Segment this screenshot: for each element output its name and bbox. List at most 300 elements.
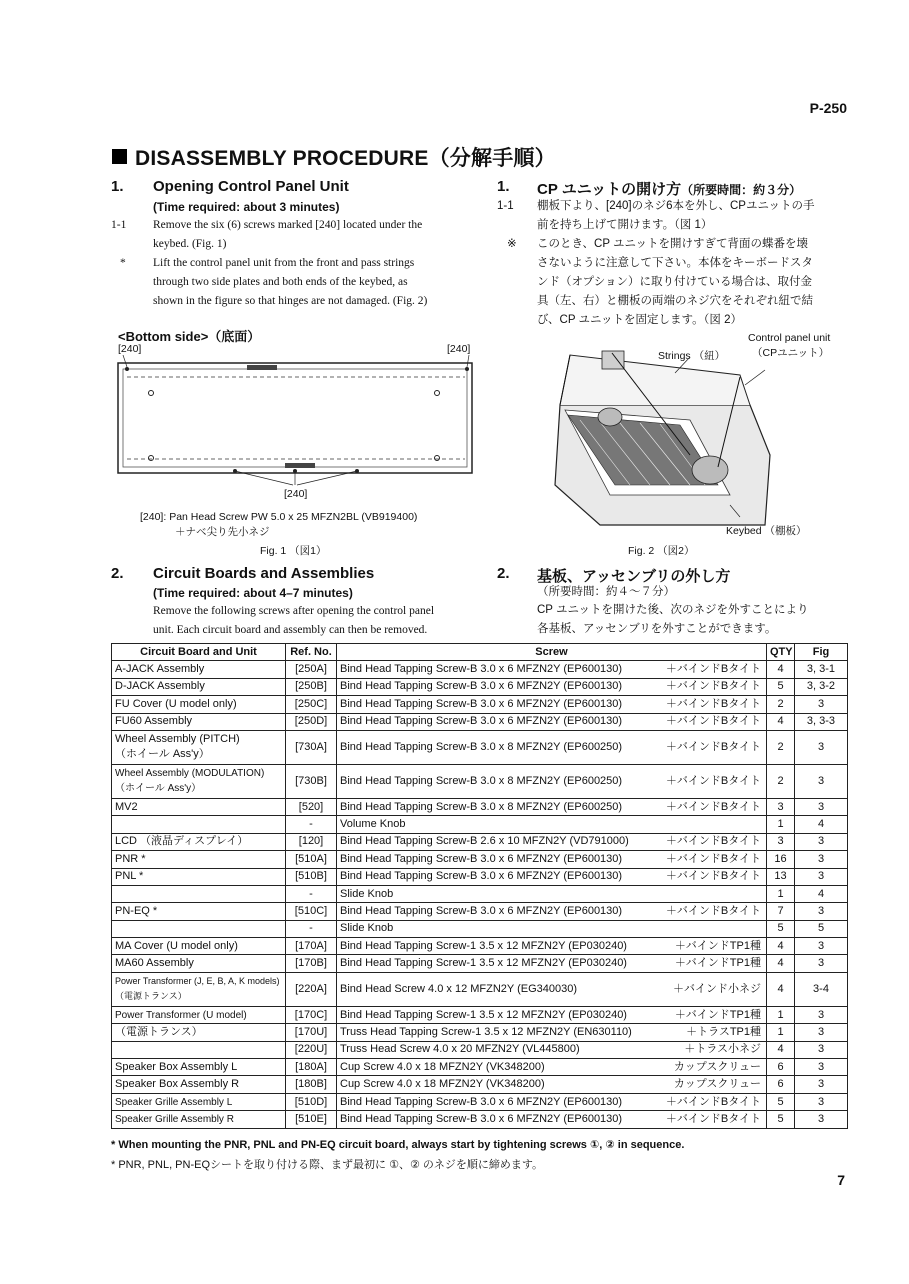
- title-bullet-square: [112, 149, 127, 164]
- cell-fig: 3: [795, 1024, 848, 1041]
- cell-screw-wrap: [340, 1025, 763, 1040]
- cell-unit: [112, 972, 286, 1006]
- cell-ref: [510E]: [286, 1111, 337, 1128]
- table-row: [112, 920, 848, 937]
- sec1-jp-note-line-5: び、CP ユニットを固定します。（図 2）: [537, 314, 742, 326]
- cell-fig: 3: [795, 1059, 848, 1076]
- cell-ref: [170B]: [286, 955, 337, 972]
- cell-qty: 5: [767, 920, 795, 937]
- cell-qty: 2: [767, 696, 795, 713]
- cell-ref: -: [286, 885, 337, 902]
- cell-screw-jp: カップスクリュー: [673, 1078, 761, 1091]
- sec1-step-line-2: keybed. (Fig. 1): [153, 238, 227, 250]
- cell-unit-line: Speaker Grille Assembly R: [115, 1113, 234, 1125]
- cell-screw-text: Slide Knob: [340, 887, 394, 900]
- fig1-screw-jp: ＋ナベ尖り先小ネジ: [175, 526, 270, 538]
- cell-qty: 1: [767, 885, 795, 902]
- cell-qty: 3: [767, 833, 795, 850]
- cell-unit: [112, 1006, 286, 1023]
- cell-screw-wrap: [340, 1042, 763, 1057]
- cell-screw-wrap: [340, 982, 763, 997]
- cell-screw-text: Bind Head Tapping Screw-B 3.0 x 6 MFZN2Y (EP600130): [340, 1095, 623, 1108]
- cell-screw-wrap: [340, 697, 763, 712]
- cell-screw-wrap: [340, 887, 763, 902]
- cell-screw-text: Bind Head Tapping Screw-B 3.0 x 8 MFZN2Y (EP600250): [340, 774, 623, 787]
- sec2-title: Circuit Boards and Assemblies: [153, 565, 375, 582]
- cell-ref: [170U]: [286, 1024, 337, 1041]
- cell-unit: [112, 851, 286, 868]
- cell-qty: 4: [767, 1041, 795, 1058]
- sec2-number: 2.: [111, 565, 124, 582]
- cell-screw-jp: カップスクリュー: [673, 1060, 761, 1073]
- cell-fig: 4: [795, 885, 848, 902]
- cell-ref: [250A]: [286, 661, 337, 678]
- cell-unit-line: LCD （液晶ディスプレイ）: [115, 835, 249, 848]
- cell-screw-text: Slide Knob: [340, 922, 394, 935]
- cell-screw-jp: ＋バインドBタイト: [665, 852, 761, 865]
- cell-unit-line: PNL *: [115, 870, 144, 883]
- cell-ref: [220U]: [286, 1041, 337, 1058]
- cell-screw-wrap: [340, 921, 763, 936]
- cell-fig: 3: [795, 833, 848, 850]
- cell-screw-jp: ＋バインドBタイト: [665, 904, 761, 917]
- cell-screw-wrap: [340, 852, 763, 867]
- sec1-title: Opening Control Panel Unit: [153, 178, 349, 195]
- table-row: [112, 1006, 848, 1023]
- cell-screw: [337, 1041, 767, 1058]
- cell-screw: [337, 1024, 767, 1041]
- fig1-screw-desc: [240]: Pan Head Screw PW 5.0 x 25 MFZN2BL (VB919400): [140, 511, 418, 523]
- cell-screw-wrap: [340, 904, 763, 919]
- cell-screw-wrap: [340, 714, 763, 729]
- cell-screw-text: Bind Head Screw 4.0 x 12 MFZN2Y (EG340030): [340, 982, 578, 995]
- cell-screw-wrap: [340, 939, 763, 954]
- cell-unit-line: Power Transformer (J, E, B, A, K models): [115, 976, 280, 987]
- sec1-time: (Time required: about 3 minutes): [153, 200, 340, 214]
- table-row: [112, 730, 848, 764]
- cell-screw-jp: ＋バインドBタイト: [665, 835, 761, 848]
- cell-fig: 3: [795, 1006, 848, 1023]
- cell-qty: 5: [767, 1111, 795, 1128]
- page-title-text: DISASSEMBLY PROCEDURE（分解手順）: [135, 147, 556, 170]
- cell-screw-jp: ＋バインドBタイト: [665, 697, 761, 710]
- cell-screw-jp: ＋バインド小ネジ: [673, 982, 761, 995]
- cell-screw-jp: ＋バインドBタイト: [665, 800, 761, 813]
- cell-screw-jp: [761, 921, 763, 936]
- table-row: [112, 713, 848, 730]
- cell-screw: [337, 972, 767, 1006]
- cell-screw-jp: ＋バインドBタイト: [665, 680, 761, 693]
- cell-ref: [170C]: [286, 1006, 337, 1023]
- sec1-note-line-2: through two side plates and both ends of the keybed, as: [153, 276, 408, 288]
- cell-ref: [180A]: [286, 1059, 337, 1076]
- cell-unit-line: Speaker Box Assembly R: [115, 1078, 240, 1091]
- fig2-keyboard-drawing: [540, 345, 790, 530]
- cell-screw-jp: ＋バインドBタイト: [665, 774, 761, 787]
- cell-screw-jp: ＋バインドBタイト: [665, 740, 761, 753]
- page-title: [112, 142, 556, 172]
- cell-screw: [337, 764, 767, 798]
- cell-fig: 5: [795, 920, 848, 937]
- cell-ref: [520]: [286, 798, 337, 815]
- sec1-jp-title-text: CP ユニットの開け方: [537, 181, 682, 198]
- cell-qty: 7: [767, 903, 795, 920]
- sec2-text-line-2: unit. Each circuit board and assembly can then be removed.: [153, 624, 428, 636]
- table-row: [112, 1059, 848, 1076]
- cell-fig: 4: [795, 816, 848, 833]
- sec1-jp-note-mark: ※: [507, 238, 517, 250]
- cell-unit: [112, 816, 286, 833]
- table-row: [112, 955, 848, 972]
- cell-screw-text: Bind Head Tapping Screw-B 3.0 x 6 MFZN2Y (EP600130): [340, 680, 623, 693]
- cell-ref: [250D]: [286, 713, 337, 730]
- cell-ref: [250B]: [286, 678, 337, 695]
- cell-unit: [112, 1024, 286, 1041]
- cell-unit-line: D-JACK Assembly: [115, 680, 205, 693]
- cell-ref: [180B]: [286, 1076, 337, 1093]
- cell-unit: [112, 696, 286, 713]
- cell-screw-jp: ＋トラス小ネジ: [684, 1043, 761, 1056]
- sec1-jp-step-line-2: 前を持ち上げて開けます。（図 1）: [537, 219, 713, 231]
- cell-unit-line: PNR *: [115, 852, 146, 865]
- cell-screw: [337, 661, 767, 678]
- cell-screw-wrap: [340, 1008, 763, 1023]
- cell-screw-jp: [761, 817, 763, 832]
- sec1-note-line-3: shown in the figure so that hinges are not damaged. (Fig. 2): [153, 295, 428, 307]
- cell-screw: [337, 851, 767, 868]
- cell-screw: [337, 920, 767, 937]
- cell-screw: [337, 1076, 767, 1093]
- cell-qty: 4: [767, 661, 795, 678]
- cell-unit: [112, 885, 286, 902]
- cell-screw-text: Bind Head Tapping Screw-B 3.0 x 6 MFZN2Y (EP600130): [340, 852, 623, 865]
- cell-unit-line: MA Cover (U model only): [115, 939, 238, 952]
- cell-unit-line: （電源トランス）: [115, 1025, 203, 1038]
- cell-unit-line-jp: （電源トランス）: [115, 991, 187, 1002]
- col-header-unit: Circuit Board and Unit: [112, 644, 286, 661]
- fig1-bottom-side-drawing: [115, 355, 477, 490]
- cell-qty: 4: [767, 938, 795, 955]
- sec1-number: 1.: [111, 178, 124, 195]
- table-row: [112, 833, 848, 850]
- cell-screw-jp: [761, 887, 763, 902]
- cell-screw-jp: ＋バインドBタイト: [665, 1112, 761, 1125]
- cell-screw-text: Bind Head Tapping Screw-1 3.5 x 12 MFZN2Y (EP030240): [340, 957, 627, 970]
- cell-screw-text: Cup Screw 4.0 x 18 MFZN2Y (VK348200): [340, 1078, 545, 1091]
- cell-unit: [112, 1076, 286, 1093]
- cell-screw: [337, 1093, 767, 1110]
- sec2-jp-time: （所要時間：約４～７分）: [537, 586, 675, 598]
- cell-ref: [510D]: [286, 1093, 337, 1110]
- cell-screw-jp: ＋バインドTP1種: [674, 939, 761, 952]
- cell-screw: [337, 1006, 767, 1023]
- footnote-jp: * PNR, PNL, PN-EQシートを取り付ける際、まず最初に ①、② のネジを順に締めます。: [111, 1159, 543, 1171]
- sec1-jp-note-line-2: さないように注意して下さい。本体をキーボードスタ: [537, 257, 813, 269]
- page-number: 7: [837, 1172, 845, 1188]
- table-row: [112, 764, 848, 798]
- sec2-time: (Time required: about 4–7 minutes): [153, 586, 353, 600]
- cell-unit: [112, 903, 286, 920]
- sec1-jp-step-number: 1-1: [497, 200, 514, 212]
- cell-screw-text: Bind Head Tapping Screw-B 3.0 x 6 MFZN2Y (EP600130): [340, 715, 623, 728]
- cell-screw-wrap: [340, 740, 763, 755]
- cell-unit-line-jp: （ホイール Ass'y）: [115, 748, 210, 761]
- cell-screw-wrap: [340, 834, 763, 849]
- cell-screw-wrap: [340, 1060, 763, 1075]
- table-row: [112, 938, 848, 955]
- cell-screw-text: Truss Head Screw 4.0 x 20 MFZN2Y (VL445800): [340, 1043, 580, 1056]
- cell-qty: 1: [767, 816, 795, 833]
- cell-screw: [337, 730, 767, 764]
- cell-unit-line: Wheel Assembly (MODULATION): [115, 768, 265, 780]
- cell-qty: 4: [767, 972, 795, 1006]
- cell-fig: 3: [795, 1076, 848, 1093]
- cell-ref: [730A]: [286, 730, 337, 764]
- cell-fig: 3: [795, 1093, 848, 1110]
- col-header-fig: Fig: [795, 644, 848, 661]
- cell-screw: [337, 798, 767, 815]
- cell-unit-line: Wheel Assembly (PITCH): [115, 733, 240, 746]
- cell-unit: [112, 1041, 286, 1058]
- cell-fig: 3: [795, 1041, 848, 1058]
- fig1-label-right: [240]: [447, 343, 471, 355]
- cell-unit: [112, 678, 286, 695]
- cell-qty: 6: [767, 1059, 795, 1076]
- sec1-jp-time: （所要時間：約３分）: [681, 183, 802, 197]
- sec2-jp-text: [537, 601, 809, 639]
- cell-screw-wrap: [340, 1077, 763, 1092]
- cell-unit-line: MA60 Assembly: [115, 957, 194, 970]
- cell-screw-jp: ＋バインドTP1種: [674, 1008, 761, 1021]
- sec1-note-line-1: Lift the control panel unit from the front and pass strings: [153, 257, 415, 269]
- sec2-jp-text-line-1: CP ユニットを開けた後、次のネジを外すことにより: [537, 604, 809, 616]
- cell-screw-text: Cup Screw 4.0 x 18 MFZN2Y (VK348200): [340, 1060, 545, 1073]
- cell-fig: 3: [795, 764, 848, 798]
- sec1-jp-note-line-4: 具（左、右）と棚板の両端のネジ穴をそれぞれ紐で結: [537, 295, 813, 307]
- cell-unit: [112, 1093, 286, 1110]
- cell-fig: 3-4: [795, 972, 848, 1006]
- cell-screw-wrap: [340, 800, 763, 815]
- table-row: [112, 1111, 848, 1128]
- sec2-text-line-1: Remove the following screws after opening the control panel: [153, 605, 435, 617]
- cell-fig: 3: [795, 868, 848, 885]
- cell-screw: [337, 816, 767, 833]
- table-row: [112, 798, 848, 815]
- fig2-cp-label: Control panel unit: [748, 332, 831, 344]
- cell-screw: [337, 833, 767, 850]
- table-row: [112, 1093, 848, 1110]
- cell-screw-wrap: [340, 869, 763, 884]
- cell-screw-jp: ＋バインドBタイト: [665, 663, 761, 676]
- cell-unit-line: FU60 Assembly: [115, 715, 193, 728]
- cell-fig: 3, 3-1: [795, 661, 848, 678]
- cell-screw-jp: ＋バインドTP1種: [674, 957, 761, 970]
- fig1-label-left: [240]: [118, 343, 142, 355]
- cell-qty: 1: [767, 1024, 795, 1041]
- sec1-jp-step-line-1: 棚板下より、[240]のネジ6本を外し、CPユニットの手: [537, 200, 815, 212]
- cell-unit: [112, 798, 286, 815]
- cell-qty: 2: [767, 764, 795, 798]
- cell-unit: [112, 833, 286, 850]
- sec1-note-mark: *: [120, 257, 126, 269]
- cell-screw-wrap: [340, 679, 763, 694]
- cell-screw-text: Bind Head Tapping Screw-B 3.0 x 6 MFZN2Y (EP600130): [340, 697, 623, 710]
- footnote-en: * When mounting the PNR, PNL and PN-EQ circuit board, always start by tightening screws ①, ② in sequence.: [111, 1139, 685, 1151]
- cell-fig: 3: [795, 851, 848, 868]
- cell-qty: 2: [767, 730, 795, 764]
- fig1-label-bottom: [240]: [284, 488, 308, 500]
- cell-screw-wrap: [340, 774, 763, 789]
- col-header-ref: Ref. No.: [286, 644, 337, 661]
- cell-fig: 3: [795, 798, 848, 815]
- cell-qty: 13: [767, 868, 795, 885]
- table-row: [112, 1041, 848, 1058]
- cell-ref: [120]: [286, 833, 337, 850]
- sec1-jp-note-line-1: このとき、CP ユニットを開けすぎて背面の蝶番を壊: [537, 238, 809, 250]
- cell-unit: [112, 868, 286, 885]
- cell-qty: 6: [767, 1076, 795, 1093]
- cell-unit: [112, 920, 286, 937]
- cell-screw-text: Bind Head Tapping Screw-B 3.0 x 8 MFZN2Y (EP600250): [340, 740, 623, 753]
- table-row: [112, 903, 848, 920]
- table-row: [112, 661, 848, 678]
- cell-screw-wrap: [340, 662, 763, 677]
- cell-ref: -: [286, 816, 337, 833]
- col-header-screw: Screw: [337, 644, 767, 661]
- cell-screw-jp: ＋バインドBタイト: [665, 715, 761, 728]
- cell-unit-line: Power Transformer (U model): [115, 1009, 247, 1021]
- cell-screw-wrap: [340, 817, 763, 832]
- sec1-step-number: 1-1: [111, 219, 127, 231]
- cell-qty: 16: [767, 851, 795, 868]
- sec1-jp-number: 1.: [497, 178, 510, 195]
- sec2-text: [153, 602, 434, 640]
- table-row: [112, 1076, 848, 1093]
- cell-screw: [337, 885, 767, 902]
- cell-screw-jp: ＋バインドBタイト: [665, 1095, 761, 1108]
- cell-ref: [250C]: [286, 696, 337, 713]
- cell-qty: 1: [767, 1006, 795, 1023]
- cell-screw-jp: ＋バインドBタイト: [665, 870, 761, 883]
- fig1-heading: <Bottom side>（底面）: [118, 329, 261, 344]
- cell-unit: [112, 938, 286, 955]
- fig2-keybed-label: Keybed （棚板）: [726, 525, 807, 537]
- table-row: [112, 885, 848, 902]
- fig1-caption: Fig. 1 （図1）: [260, 545, 327, 557]
- parts-table: [111, 643, 848, 1129]
- table-row: [112, 972, 848, 1006]
- cell-qty: 3: [767, 798, 795, 815]
- table-header-row: [112, 644, 848, 661]
- cell-screw-text: Bind Head Tapping Screw-B 2.6 x 10 MFZN2Y (VD791000): [340, 835, 629, 848]
- sec1-jp-note-line-3: ンド（オプション）に取り付けている場合は、取付金: [537, 276, 812, 288]
- cell-screw-text: Bind Head Tapping Screw-1 3.5 x 12 MFZN2Y (EP030240): [340, 939, 627, 952]
- sec2-jp-text-line-2: 各基板、アッセンブリを外すことができます。: [537, 623, 777, 635]
- cell-ref: -: [286, 920, 337, 937]
- cell-screw-text: Bind Head Tapping Screw-B 3.0 x 8 MFZN2Y (EP600250): [340, 800, 623, 813]
- sec2-jp-title: 基板、アッセンブリの外し方: [537, 568, 731, 585]
- cell-qty: 5: [767, 1093, 795, 1110]
- cell-qty: 5: [767, 678, 795, 695]
- cell-unit: [112, 730, 286, 764]
- fig2-cp-label-jp: （CPユニット）: [752, 347, 830, 359]
- parts-table-body: [112, 661, 848, 1128]
- fig2-strings-label: Strings （紐）: [658, 350, 726, 362]
- sec2-jp-number: 2.: [497, 565, 510, 582]
- cell-unit: [112, 955, 286, 972]
- cell-screw-text: Bind Head Tapping Screw-B 3.0 x 6 MFZN2Y (EP600130): [340, 663, 623, 676]
- cell-screw-text: Bind Head Tapping Screw-B 3.0 x 6 MFZN2Y (EP600130): [340, 870, 623, 883]
- sec1-jp-title: [537, 178, 801, 199]
- cell-screw-text: Bind Head Tapping Screw-1 3.5 x 12 MFZN2Y (EP030240): [340, 1008, 627, 1021]
- cell-unit: [112, 1111, 286, 1128]
- cell-screw-wrap: [340, 1112, 763, 1127]
- cell-unit-line: FU Cover (U model only): [115, 697, 237, 710]
- cell-screw: [337, 696, 767, 713]
- cell-ref: [170A]: [286, 938, 337, 955]
- cell-ref: [510A]: [286, 851, 337, 868]
- cell-unit-line: A-JACK Assembly: [115, 663, 205, 676]
- cell-ref: [510C]: [286, 903, 337, 920]
- table-row: [112, 678, 848, 695]
- cell-fig: 3: [795, 1111, 848, 1128]
- sec1-step-line-1: Remove the six (6) screws marked [240] located under the: [153, 219, 423, 231]
- cell-unit: [112, 661, 286, 678]
- cell-qty: 4: [767, 713, 795, 730]
- cell-screw: [337, 955, 767, 972]
- cell-screw-jp: ＋トラスTP1種: [686, 1025, 761, 1038]
- cell-screw-wrap: [340, 956, 763, 971]
- cell-screw: [337, 903, 767, 920]
- cell-screw-text: Volume Knob: [340, 818, 406, 831]
- cell-screw: [337, 678, 767, 695]
- cell-screw-wrap: [340, 1095, 763, 1110]
- sec1-note: [153, 254, 483, 311]
- cell-unit: [112, 1059, 286, 1076]
- cell-fig: 3, 3-3: [795, 713, 848, 730]
- cell-unit-line: Speaker Box Assembly L: [115, 1060, 238, 1073]
- table-row: [112, 851, 848, 868]
- cell-ref: [220A]: [286, 972, 337, 1006]
- cell-unit-line: MV2: [115, 800, 138, 813]
- cell-unit: [112, 764, 286, 798]
- cell-unit-line: Speaker Grille Assembly L: [115, 1096, 233, 1108]
- cell-fig: 3: [795, 938, 848, 955]
- sec1-step-text: [153, 216, 483, 254]
- cell-fig: 3: [795, 696, 848, 713]
- cell-fig: 3: [795, 955, 848, 972]
- cell-screw: [337, 1059, 767, 1076]
- fig2-caption: Fig. 2 （図2）: [628, 545, 695, 557]
- cell-screw: [337, 868, 767, 885]
- cell-ref: [730B]: [286, 764, 337, 798]
- cell-unit-line-jp: （ホイール Ass'y）: [115, 783, 202, 795]
- table-row: [112, 816, 848, 833]
- sec1-jp-step: [537, 197, 815, 235]
- table-row: [112, 868, 848, 885]
- sec1-jp-note: [537, 235, 813, 330]
- cell-unit: [112, 713, 286, 730]
- cell-screw: [337, 938, 767, 955]
- cell-fig: 3: [795, 730, 848, 764]
- cell-screw-text: Truss Head Tapping Screw-1 3.5 x 12 MFZN2Y (EN630110): [340, 1025, 632, 1038]
- cell-screw-text: Bind Head Tapping Screw-B 3.0 x 6 MFZN2Y (EP600130): [340, 1112, 623, 1125]
- cell-fig: 3, 3-2: [795, 678, 848, 695]
- cell-screw: [337, 713, 767, 730]
- table-row: [112, 1024, 848, 1041]
- model-number: P-250: [809, 100, 847, 116]
- col-header-qty: QTY: [767, 644, 795, 661]
